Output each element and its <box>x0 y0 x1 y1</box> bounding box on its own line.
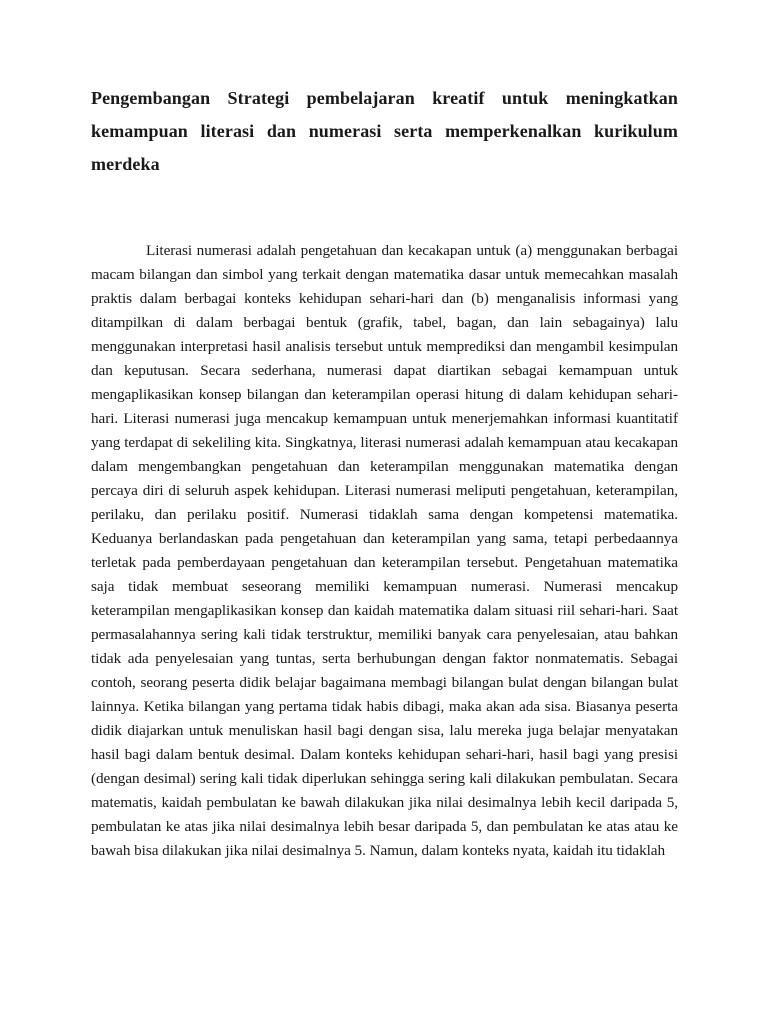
body-paragraph: Literasi numerasi adalah pengetahuan dan kecakapan untuk (a) menggunakan berbagai macam bilangan dan simbol yang terkait dengan matematika dasar untuk memecahkan masalah praktis dalam berbagai konteks kehidupan sehari-hari dan (b) menganalisis informasi yang ditampilkan di dalam berbagai bentuk (grafik, tabel, bagan, dan lain sebagainya) lalu menggunakan interpretasi hasil analisis tersebut untuk memprediksi dan mengambil kesimpulan dan keputusan. Secara sederhana, numerasi dapat diartikan sebagai kemampuan untuk mengaplikasikan konsep bilangan dan keterampilan operasi hitung di dalam kehidupan sehari-hari. Literasi numerasi juga mencakup kemampuan untuk menerjemahkan informasi kuantitatif yang terdapat di sekeliling kita. Singkatnya, literasi numerasi adalah kemampuan atau kecakapan dalam mengembangkan pengetahuan dan keterampilan menggunakan matematika dengan percaya diri di seluruh aspek kehidupan. Literasi numerasi meliputi pengetahuan, keterampilan, perilaku, dan perilaku positif. Numerasi tidaklah sama dengan kompetensi matematika. Keduanya berlandaskan pada pengetahuan dan keterampilan yang sama, tetapi perbedaannya terletak pada pemberdayaan pengetahuan dan keterampilan tersebut. Pengetahuan matematika saja tidak membuat seseorang memiliki kemampuan numerasi. Numerasi mencakup keterampilan mengaplikasikan konsep dan kaidah matematika dalam situasi riil sehari-hari. Saat permasalahannya sering kali tidak terstruktur, memiliki banyak cara penyelesaian, atau bahkan tidak ada penyelesaian yang tuntas, serta berhubungan dengan faktor nonmatematis. Sebagai contoh, seorang peserta didik belajar bagaimana membagi bilangan bulat dengan bilangan bulat lainnya. Ketika bilangan yang pertama tidak habis dibagi, maka akan ada sisa. Biasanya peserta didik diajarkan untuk menuliskan hasil bagi dengan sisa, lalu mereka juga belajar menyatakan hasil bagi dalam bentuk desimal. Dalam konteks kehidupan sehari-hari, hasil bagi yang presisi (dengan desimal) sering kali tidak diperlukan sehingga sering kali dilakukan pembulatan. Secara matematis, kaidah pembulatan ke bawah dilakukan jika nilai desimalnya lebih kecil daripada 5, pembulatan ke atas jika nilai desimalnya lebih besar daripada 5, dan pembulatan ke atas atau ke bawah bisa dilakukan jika nilai desimalnya 5. Namun, dalam konteks nyata, kaidah itu tidaklah <box>91 242 678 859</box>
document-title: Pengembangan Strategi pembelajaran kreatif untuk meningkatkan kemampuan literasi dan numerasi serta memperkenalkan kurikulum merdeka <box>91 88 678 174</box>
